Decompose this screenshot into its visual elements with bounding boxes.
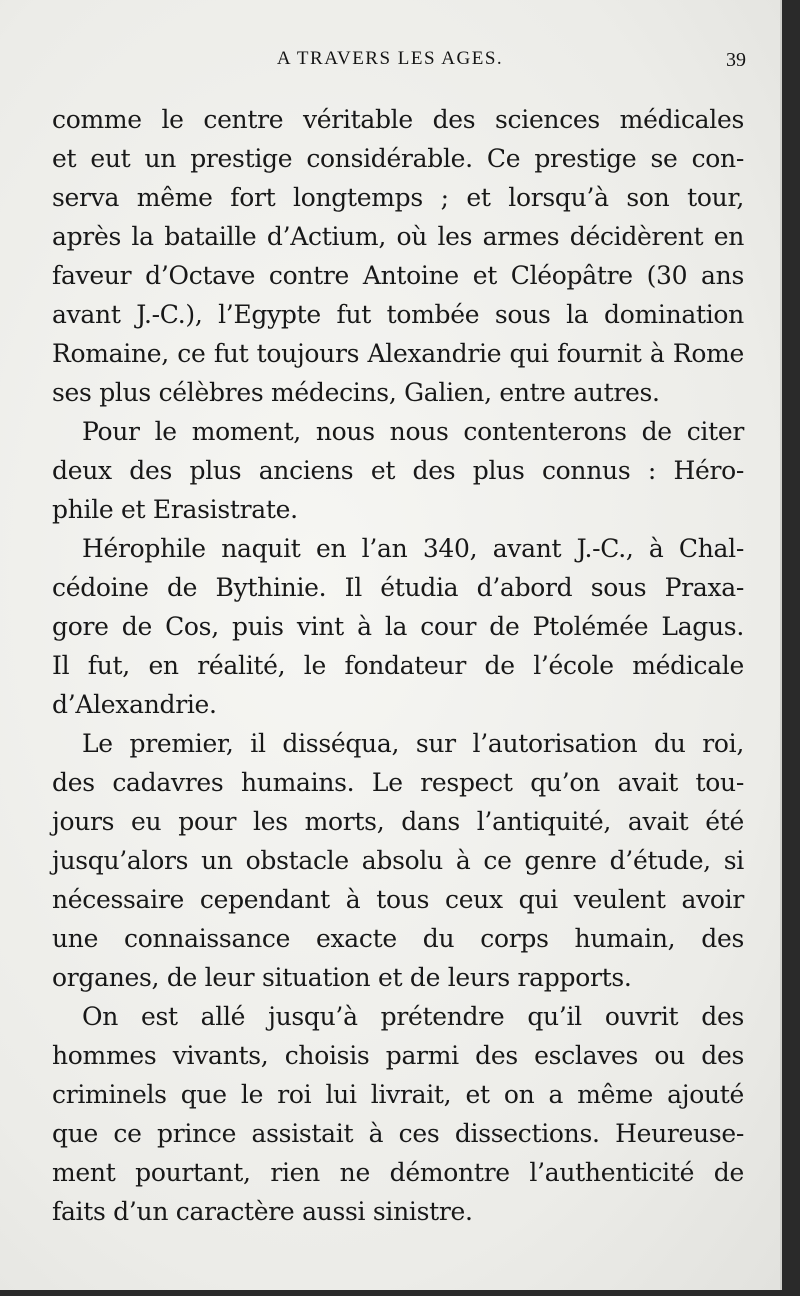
text-line: que ce prince assistait à ces dissections. Heureuse- xyxy=(52,1119,744,1148)
text-line: serva même fort longtemps ; et lorsqu’à son tour, xyxy=(52,183,744,212)
text-line: On est allé jusqu’à prétendre qu’il ouvrit des xyxy=(82,1002,744,1031)
text-line: deux des plus anciens et des plus connus : Héro- xyxy=(52,456,744,485)
text-line: Pour le moment, nous nous contenterons de citer xyxy=(82,417,744,446)
text-line: jours eu pour les morts, dans l’antiquité, avait été xyxy=(52,807,744,836)
text-line: Romaine, ce fut toujours Alexandrie qui fournit à Rome xyxy=(52,339,744,368)
text-line: et eut un prestige considérable. Ce prestige se con- xyxy=(52,144,744,173)
text-line: gore de Cos, puis vint à la cour de Ptolémée Lagus. xyxy=(52,612,744,641)
text-line: des cadavres humains. Le respect qu’on avait tou- xyxy=(52,768,744,797)
running-title: A TRAVERS LES AGES. xyxy=(276,48,504,69)
text-line: Il fut, en réalité, le fondateur de l’école médicale xyxy=(52,651,744,680)
text-line: phile et Erasistrate. xyxy=(52,495,298,524)
text-line: ses plus célèbres médecins, Galien, entre autres. xyxy=(52,378,660,407)
text-line: faveur d’Octave contre Antoine et Cléopâtre (30 ans xyxy=(52,261,744,290)
text-line: cédoine de Bythinie. Il étudia d’abord sous Praxa- xyxy=(52,573,744,602)
text-line: avant J.-C.), l’Egypte fut tombée sous la domination xyxy=(52,300,744,329)
text-line: hommes vivants, choisis parmi des esclaves ou des xyxy=(52,1041,744,1070)
text-line: organes, de leur situation et de leurs rapports. xyxy=(52,963,632,992)
body-text xyxy=(52,100,744,1231)
text-line: une connaissance exacte du corps humain, des xyxy=(52,924,744,953)
text-line: jusqu’alors un obstacle absolu à ce genre d’étude, si xyxy=(52,846,744,875)
text-line: après la bataille d’Actium, où les armes décidèrent en xyxy=(52,222,744,251)
running-header xyxy=(0,48,780,74)
text-line: nécessaire cependant à tous ceux qui veulent avoir xyxy=(52,885,744,914)
text-line: faits d’un caractère aussi sinistre. xyxy=(52,1197,473,1226)
text-line: ment pourtant, rien ne démontre l’authenticité de xyxy=(52,1158,744,1187)
text-line: d’Alexandrie. xyxy=(52,690,217,719)
text-line: comme le centre véritable des sciences médicales xyxy=(52,105,744,134)
text-line: Le premier, il disséqua, sur l’autorisation du roi, xyxy=(82,729,744,758)
text-line: Hérophile naquit en l’an 340, avant J.-C., à Chal- xyxy=(82,534,744,563)
text-line: criminels que le roi lui livrait, et on a même ajouté xyxy=(52,1080,744,1109)
page-number: 39 xyxy=(726,49,746,71)
